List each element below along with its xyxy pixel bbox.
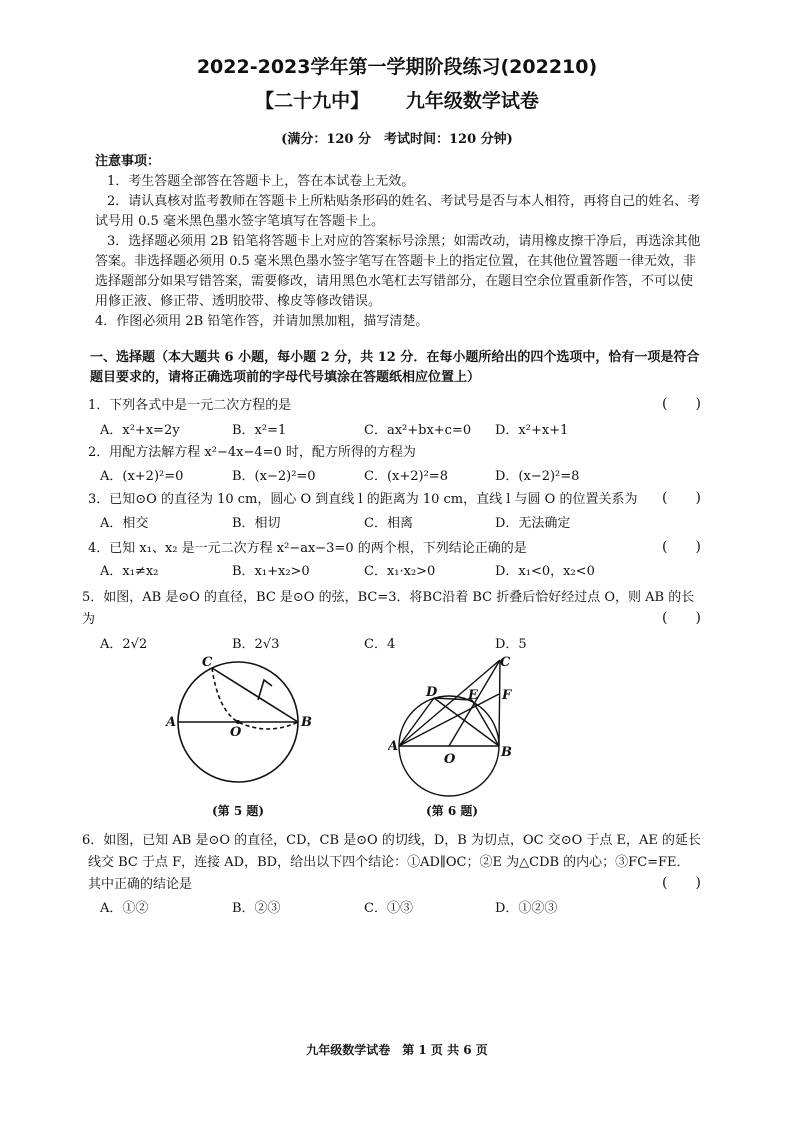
- q2-option-d: D．(x−2)²=8: [495, 469, 580, 484]
- q4-stem: 4．已知 x₁、x₂ 是一元二次方程 x²−ax−3=0 的两个根，下列结论正确的是: [88, 541, 527, 556]
- q2-option-a: A．(x+2)²=0: [100, 469, 184, 484]
- figure-6-diagram: [388, 652, 538, 802]
- q2-option-c: C．(x+2)²=8: [364, 469, 448, 484]
- figure-5-caption: (第 5 题): [212, 804, 265, 818]
- q6-option-c: C．①③: [364, 901, 413, 916]
- fig5-label-a: A: [166, 715, 177, 730]
- section1-heading-b: 题目要求的，请将正确选项前的字母代号填涂在答题纸相应位置上）: [90, 370, 481, 385]
- note-2a: 2．请认真核对监考教师在答题卡上所粘贴条形码的姓名、考试号是否与本人相符，再将自己的姓名、考: [107, 194, 701, 209]
- school-name: 【二十九中】: [255, 90, 370, 112]
- q5-answer-paren: ( ): [662, 610, 701, 626]
- q6-option-a: A．①②: [100, 901, 149, 916]
- note-3c: 选择题部分如果写错答案，需要修改，请用黑色水笔杠去写错部分，在题目空余位置重新作答，不可以使: [95, 274, 694, 289]
- q5-option-c: C．4: [364, 637, 396, 652]
- q5-option-d: D．5: [495, 637, 527, 652]
- fig5-fold-arrow: [258, 680, 272, 700]
- q4-option-b: B．x₁+x₂>0: [232, 564, 310, 579]
- fig5-folded-arc: [212, 668, 298, 729]
- fig5-label-b: B: [301, 715, 312, 730]
- note-1: 1．考生答题全部答在答题卡上，答在本试卷上无效。: [107, 174, 415, 189]
- q1-stem: 1．下列各式中是一元二次方程的是: [88, 398, 292, 413]
- subject-name: 九年级数学试卷: [405, 90, 539, 112]
- q2-option-b: B．(x−2)²=0: [232, 469, 316, 484]
- q1-answer-paren: ( ): [662, 396, 701, 412]
- q6-option-d: D．①②③: [495, 901, 558, 916]
- fig6-segment-ad: [399, 698, 434, 746]
- fig6-label-f: F: [502, 688, 512, 703]
- q3-stem: 3．已知⊙O 的直径为 10 cm，圆心 O 到直线 l 的距离为 10 cm，直线 l 与圆 O 的位置关系为: [88, 492, 638, 507]
- q3-option-b: B．相切: [232, 516, 281, 531]
- q1-option-c: C．ax²+bx+c=0: [364, 423, 472, 438]
- q6-option-b: B．②③: [232, 901, 281, 916]
- note-2b: 试号用 0.5 毫米黑色墨水签字笔填写在答题卡上。: [95, 214, 384, 229]
- fig6-segment-de: [434, 698, 472, 700]
- fig5-center-point: [236, 720, 240, 724]
- q5-option-b: B．2√3: [232, 637, 280, 652]
- exam-subtitle: [0, 86, 794, 113]
- figure-6-caption: (第 6 题): [426, 804, 479, 818]
- q4-option-c: C．x₁·x₂>0: [364, 564, 436, 579]
- q6-stem-c: 其中正确的结论是: [88, 877, 193, 892]
- q5-stem-b: 为: [82, 612, 96, 627]
- note-4: 4．作图必须用 2B 铅笔作答，并请加黑加粗，描写清楚。: [95, 314, 429, 329]
- q3-option-c: C．相离: [364, 516, 413, 531]
- fig6-tangent-cd: [399, 660, 500, 746]
- exam-title: 2022-2023学年第一学期阶段练习(202210): [196, 56, 598, 78]
- q3-option-d: D．无法确定: [495, 516, 571, 531]
- q1-option-b: B．x²=1: [232, 423, 287, 438]
- score-info: (满分：120 分 考试时间：120 分钟): [281, 132, 513, 147]
- fig5-chord-bc: [212, 668, 298, 722]
- fig6-segment-eb: [472, 700, 499, 746]
- notes-heading: 注意事项：: [95, 154, 161, 169]
- q4-answer-paren: ( ): [662, 539, 701, 555]
- fig6-tangent-cb: [499, 660, 500, 746]
- q6-answer-paren: ( ): [662, 875, 701, 891]
- fig6-label-e: E: [468, 688, 478, 703]
- note-3d: 用修正液、修正带、透明胶带、橡皮等修改错误。: [95, 294, 382, 309]
- fig6-label-d: D: [426, 685, 438, 700]
- q6-stem-b: 线交 BC 于点 F，连接 AD，BD，给出以下四个结论：①AD∥OC；②E 为△CDB 的内心；③FC=FE．: [88, 855, 690, 870]
- q4-option-a: A．x₁≠x₂: [100, 564, 159, 579]
- q1-option-d: D．x²+x+1: [495, 423, 569, 438]
- q2-stem: 2．用配方法解方程 x²−4x−4=0 时，配方所得的方程为: [88, 445, 416, 460]
- fig6-label-b: B: [501, 745, 512, 760]
- fig5-label-c: C: [202, 655, 213, 670]
- note-3b: 答案。非选择题必须用 0.5 毫米黑色墨水签字笔写在答题卡上的指定位置，在其他位置答题一律无效，非: [95, 254, 696, 269]
- page-footer: 九年级数学试卷 第 1 页 共 6 页: [306, 1043, 488, 1057]
- q5-option-a: A．2√2: [100, 637, 148, 652]
- fig6-label-a: A: [388, 739, 399, 754]
- fig6-label-c: C: [500, 655, 511, 670]
- figure-5-diagram: [160, 652, 330, 802]
- q3-answer-paren: ( ): [662, 490, 701, 506]
- q6-stem-a: 6．如图，已知 AB 是⊙O 的直径，CD，CB 是⊙O 的切线，D，B 为切点，OC 交⊙O 于点 E，AE 的延长: [82, 833, 702, 848]
- q4-option-d: D．x₁<0，x₂<0: [495, 564, 595, 579]
- q5-stem-a: 5．如图，AB 是⊙O 的直径，BC 是⊙O 的弦，BC=3．将BC沿着 BC 折叠后恰好经过点 O，则 AB 的长: [82, 590, 695, 605]
- fig6-label-o: O: [444, 752, 456, 767]
- section1-heading-a: 一、选择题（本大题共 6 小题，每小题 2 分，共 12 分．在每小题所给出的四个选项中，恰有一项是符合: [90, 350, 700, 365]
- q3-option-a: A．相交: [100, 516, 149, 531]
- fig5-label-o: O: [230, 725, 242, 740]
- note-3a: 3．选择题必须用 2B 铅笔将答题卡上对应的答案标号涂黑；如需改动，请用橡皮擦干净后，再选涂其他: [107, 234, 701, 249]
- q1-option-a: A．x²+x=2y: [100, 423, 180, 438]
